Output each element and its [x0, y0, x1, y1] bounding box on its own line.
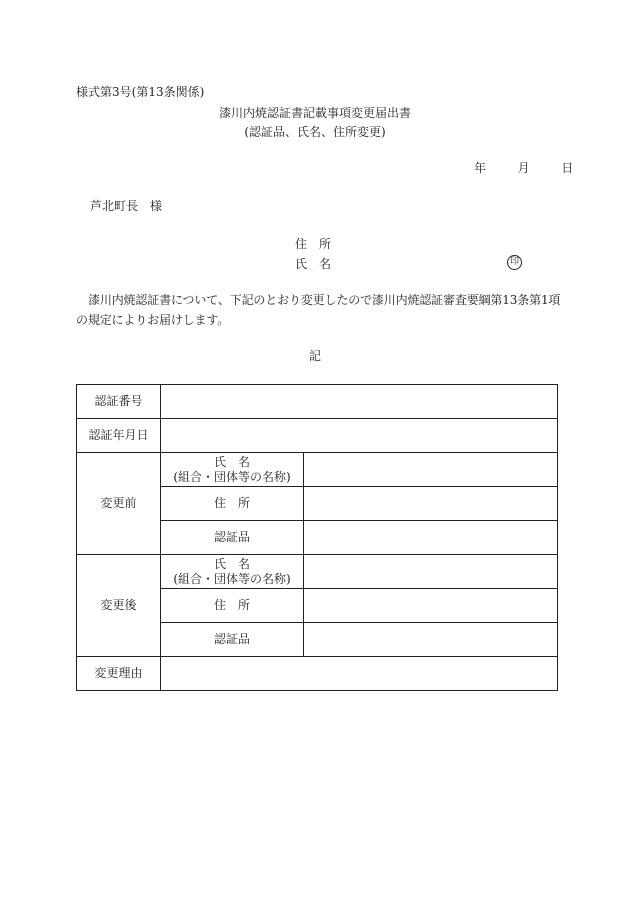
cert-number-value: [161, 385, 558, 419]
before-product-value: [304, 521, 558, 555]
recipient: 芦北町長 様: [90, 199, 163, 213]
document-title: 漆川内焼認証書記載事項変更届出書: [218, 106, 411, 120]
seal-mark: 印: [507, 255, 522, 270]
applicant-name-label: 氏 名: [295, 257, 332, 271]
cert-number-label: 認証番号: [77, 385, 161, 419]
name-label-line2: (組合・団体等の名称): [173, 571, 291, 586]
date-day: 日: [561, 161, 574, 175]
table-row: [77, 419, 558, 453]
table-row: [77, 453, 558, 487]
before-address-value: [304, 487, 558, 521]
table-row: [77, 385, 558, 419]
ki-heading: 記: [308, 349, 321, 363]
before-label: 変更前: [77, 453, 161, 555]
after-label: 変更後: [77, 555, 161, 657]
name-label-line1: 氏 名: [213, 556, 250, 571]
before-product-label: 認証品: [161, 521, 304, 555]
reason-value: [161, 657, 558, 691]
form-number: 様式第3号(第13条関係): [76, 85, 205, 99]
body-text: 漆川内焼認証書について、下記のとおり変更したので漆川内焼認証審査要綱第13条第1項の規定によりお届けします。: [76, 293, 561, 327]
table-row: [77, 657, 558, 691]
name-label-line2: (組合・団体等の名称): [173, 469, 291, 484]
before-address-label: 住 所: [161, 487, 304, 521]
reason-label: 変更理由: [77, 657, 161, 691]
applicant-address-label: 住 所: [295, 237, 332, 251]
cert-date-value: [161, 419, 558, 453]
after-product-label: 認証品: [161, 623, 304, 657]
date-month: 月: [517, 161, 530, 175]
date-line: [474, 162, 573, 174]
document-subtitle: (認証品、氏名、住所変更): [244, 125, 386, 139]
cert-date-label: 認証年月日: [77, 419, 161, 453]
after-name-label: [161, 555, 304, 589]
date-year: 年: [474, 161, 487, 175]
after-product-value: [304, 623, 558, 657]
name-label-line1: 氏 名: [213, 454, 250, 469]
before-name-label: [161, 453, 304, 487]
after-address-value: [304, 589, 558, 623]
change-details-table: [76, 384, 558, 691]
before-name-value: [304, 453, 558, 487]
after-name-value: [304, 555, 558, 589]
table-row: [77, 555, 558, 589]
after-address-label: 住 所: [161, 589, 304, 623]
